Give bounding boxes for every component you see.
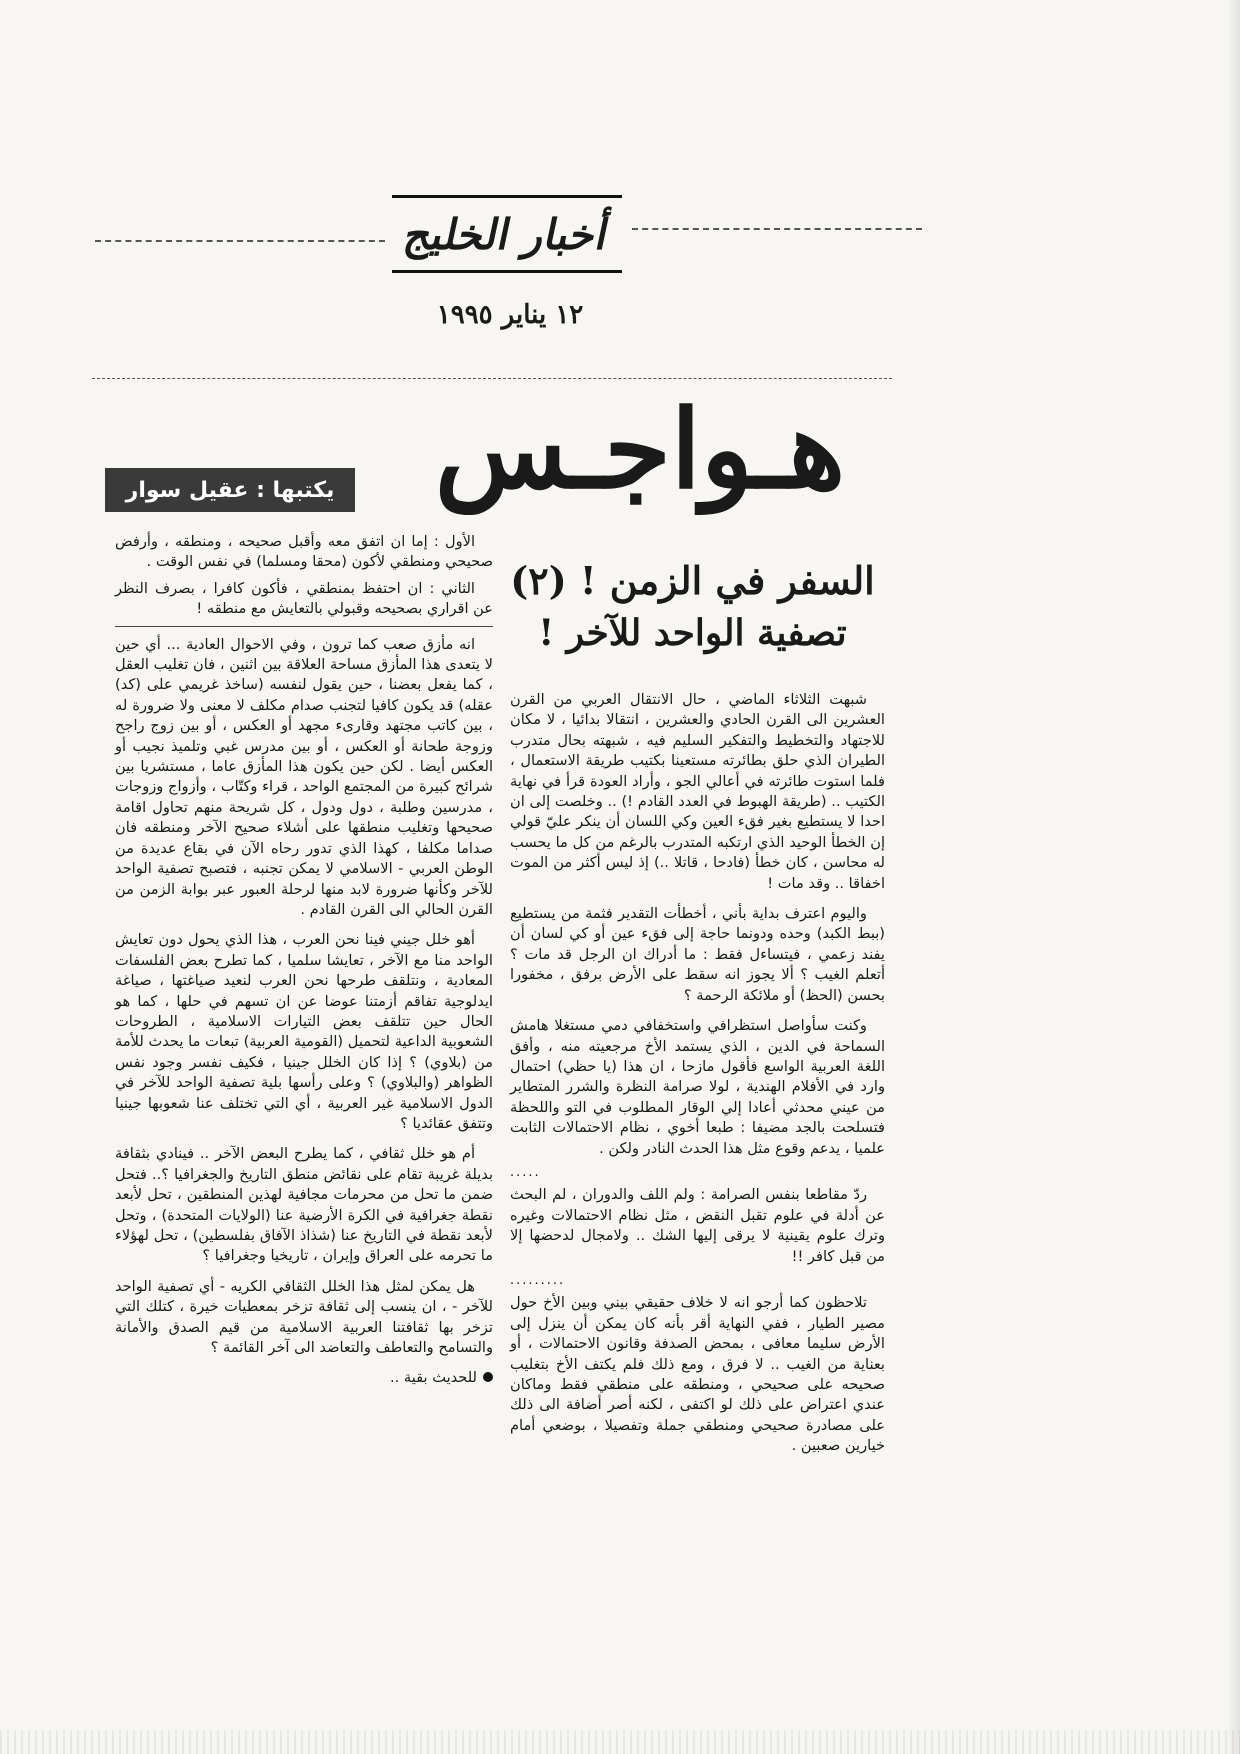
article-paragraph: انه مأزق صعب كما ترون ، وفي الاحوال العادية ... أي حين لا يتعدى هذا المأزق مساحة العلاقة بين اثنين ، فان تغليب العقل ، كما يفعل بعضنا ، حين يقول لنفسه (ساخذ غريمي على (كد) عقله) قد يكون كافيا لتجنب صدام مكلف لا معنى ولا ضرورة له ، بين كاتب مجتهد وقارىء مجهد أو العكس ، أو بين زوج راجح وزوجة طحانة أو العكس ، أو بين مدرس غبي وتلميذ نجيب أو العكس أيضا . لكن حين يكون هذا المأزق عاما ، مستشريا بين شرائح كبيرة من المجتمع الواحد ، قراء وكتّاب ، وأزواج وزوجات ، مدرسين وطلبة ، دول ودول ، كل شريحة منهم تحاول اقامة صحيحها وتغليب منطقها على أشلاء صحيح الآخر ومنطقه فان صداما مكلفا ، كهذا الذي تدور رحاه الآن في بقاع عديدة من الوطن العربي - الاسلامي لا يمكن تجنبه ، فتصبح تصفية الواحد للآخر وكأنها ضرورة لابد منها لرحلة العبور عبر بوابة الزمن من القرن الحالي الى القرن القادم . xyxy=(115,635,493,918)
headline-line-1: السفر في الزمن ! (٢) xyxy=(510,558,875,603)
byline-text: يكتبها : عقيل سوار xyxy=(125,477,335,503)
article-headline xyxy=(505,555,880,659)
options-intro xyxy=(115,532,493,620)
bullet-icon xyxy=(483,1372,493,1382)
byline-banner xyxy=(105,468,355,512)
section-break-dots: ......... xyxy=(510,1272,566,1288)
section-break-dots: ..... xyxy=(510,1164,541,1180)
header-separator-rule xyxy=(92,378,892,379)
article-paragraph: شبهت الثلاثاء الماضي ، حال الانتقال العربي من القرن العشرين الى القرن الحادي والعشرين ، انتقالا بدائيا ، لا مكان للاجتهاد والتخطيط والتفكير السليم فيه ، شبهته بحال متدرب الطيران الذي حلق بطائرته مستعينا بكتيب طريقة الاستعمال ، فلما استوت طائرته في أعالي الجو ، وأراد العودة قرأ في نهاية الكتيب .. (طريقة الهبوط في العدد القادم !) .. وخلصت إلى ان احدا لا يستطيع بغير فقء العين وكي اللسان أن ينكر عليّ قولي إن الخطأ الوحيد الذي ارتكبه المتدرب بالرغم من كل ما يحسب له محاسن ، كان خطأ (فادحا ، قاتلا ..) إذ ليس أكثر من الموت اخفاقا .. وقد مات ! xyxy=(510,691,885,892)
publication-date: ١٢ يناير ١٩٩٥ xyxy=(436,300,584,330)
end-note-text: للحديث بقية .. xyxy=(390,1369,477,1387)
column-title: هـواجـس xyxy=(434,387,846,513)
option-first: الأول : إما ان اتفق معه وأقبل صحيحه ، ومنطقه ، وأرفض صحيحي ومنطقي لأكون (محقا ومسلما) في نفس الوقت . xyxy=(115,533,493,571)
end-note xyxy=(115,1368,493,1388)
article-column-left xyxy=(115,532,493,1389)
headline-line-2: تصفية الواحد للآخر ! xyxy=(538,612,847,654)
option-second: الثاني : ان احتفظ بمنطقي ، فأكون كافرا ، بصرف النظر عن اقراري بصحيحه وقبولي بالتعايش مع منطقه ! xyxy=(115,579,493,618)
article-paragraph: وكنت سأواصل استظرافي واستخفافي دمي مستغلا هامش السماحة في الدين ، الذي يستمد الأخ مرجعيته منه ، وأفق اللغة العربية الواسع فأقول مازحا ، ان هذا (يا حظي) احتمال وارد في الأفلام الهندية ، لولا صرامة النظرة والشرر المتطاير من عيني محدثي أعادا إلي الوقار المطلوب في التو واللحظة فتسلحت بالجد مضيفا : طبعا أخوي ، نظام الاحتمالات الثابت علميا ، يدعم وقوع مثل هذا الحدث النادر ولكن . xyxy=(510,1017,885,1157)
masthead-rule-right xyxy=(632,228,922,230)
article-paragraph: أهو خلل جيني فينا نحن العرب ، هذا الذي يحول دون تعايش الواحد منا مع الآخر ، تعايشا سلميا ، كما تطرح بعض الفلسفات المعادية ، ونتلقف طرحها نحن العرب لنعيد صياغتها ، صياغة ايدلوجية تفاقم أزمتنا عوضا عن ان تسهم في حلها ، كما هو الحال حين تتلقف بعض التيارات الاسلامية ، الطروحات الشعوبية الداعية لتحميل (القومية العربية) تبعات ما يحدث للأمة من (بلاوي) ؟ إذا كان الخلل جينيا ، فكيف نفسر وجود نفس الظواهر (والبلاوي) ؟ وعلى رأسها بلية تصفية الواحد للآخر في الدول الاسلامية غير العربية ، أي التي تختلف عنا شعوبها جينيا وتتفق عقائديا ؟ xyxy=(115,931,493,1132)
article-paragraph: أم هو خلل ثقافي ، كما يطرح البعض الآخر .. فينادي بثقافة بديلة غريبة تقام على نقائض منطق التاريخ والجغرافيا ؟.. فتحل ضمن ما تحل من محرمات مجافية لهذين المنطقين ، تحل لأبعد نقطة جغرافية في الكرة الأرضية عنا (الولايات المتحدة) ، وتحل لأبعد نقطة في التاريخ عنا (شذاذ الآفاق بفلسطين) ، تحل لهؤلاء ما تحرمه على العراق وإيران ، تاريخيا وجغرافيا ؟ xyxy=(115,1145,493,1265)
masthead-rule-left xyxy=(95,240,385,242)
article-paragraph: ردّ مقاطعا بنفس الصرامة : ولم اللف والدوران ، لم البحث عن أدلة في علوم تقبل النقض ، مثل نظام الاحتمالات وغيره وترك علوم يقينية لا يرقى إليها الشك .. ولامجال لدحضها إلا من قبل كافر !! xyxy=(510,1186,885,1265)
article-column-right xyxy=(510,690,885,1467)
scan-bottom-noise xyxy=(0,1730,1240,1754)
newspaper-masthead xyxy=(392,195,622,273)
article-paragraph: تلاحظون كما أرجو انه لا خلاف حقيقي بيني وبين الأخ حول مصير الطيار ، ففي النهاية أقر بأنه كان يمكن أن ينزل إلى الأرض سليما معافى ، بمحض الصدفة وقانون الاحتمالات ، أو بعناية من الغيب .. لا فرق ، ومع ذلك فلم يكتف الأخ بتغليب صحيحه على صحيحي ، ومنطقه على منطقي فقط وماكان عندي اعتراض على ذلك لو اكتفى ، لكنه أصر أضافة الى ذلك على مصادرة صحيحي ومنطقي جملة وتفصيلا ، بوضعي أمام خيارين صعبين . xyxy=(510,1294,885,1455)
column-divider-rule xyxy=(115,626,493,627)
newspaper-name: أخبار الخليج xyxy=(400,209,614,259)
article-paragraph: واليوم اعترف بداية بأني ، أخطأت التقدير فثمة من يستطيع (ببط الكبد) وحده ودونما حاجة إلى فقء عين أو كي لسان أن يفند زعمي ، فيتساءل فقط : ما أدراك ان الرجل قد مات ؟ أتعلم الغيب ؟ ألا يجوز انه سقط على الأرض برفق ، مخفورا بحسن (الحظ) أو ملائكة الرحمة ؟ xyxy=(510,905,885,1004)
scan-edge-shadow xyxy=(1226,0,1240,1754)
article-paragraph: هل يمكن لمثل هذا الخلل الثقافي الكريه - أي تصفية الواحد للآخر - ، ان ينسب إلى ثقافة تزخر بمعطيات خيرة ، كتلك التي تزخر بها ثقافتنا العربية الاسلامية من قيم الصدق والأمانة والتسامح والتعاطف والتعاضد الى آخر القائمة ؟ xyxy=(115,1277,493,1357)
